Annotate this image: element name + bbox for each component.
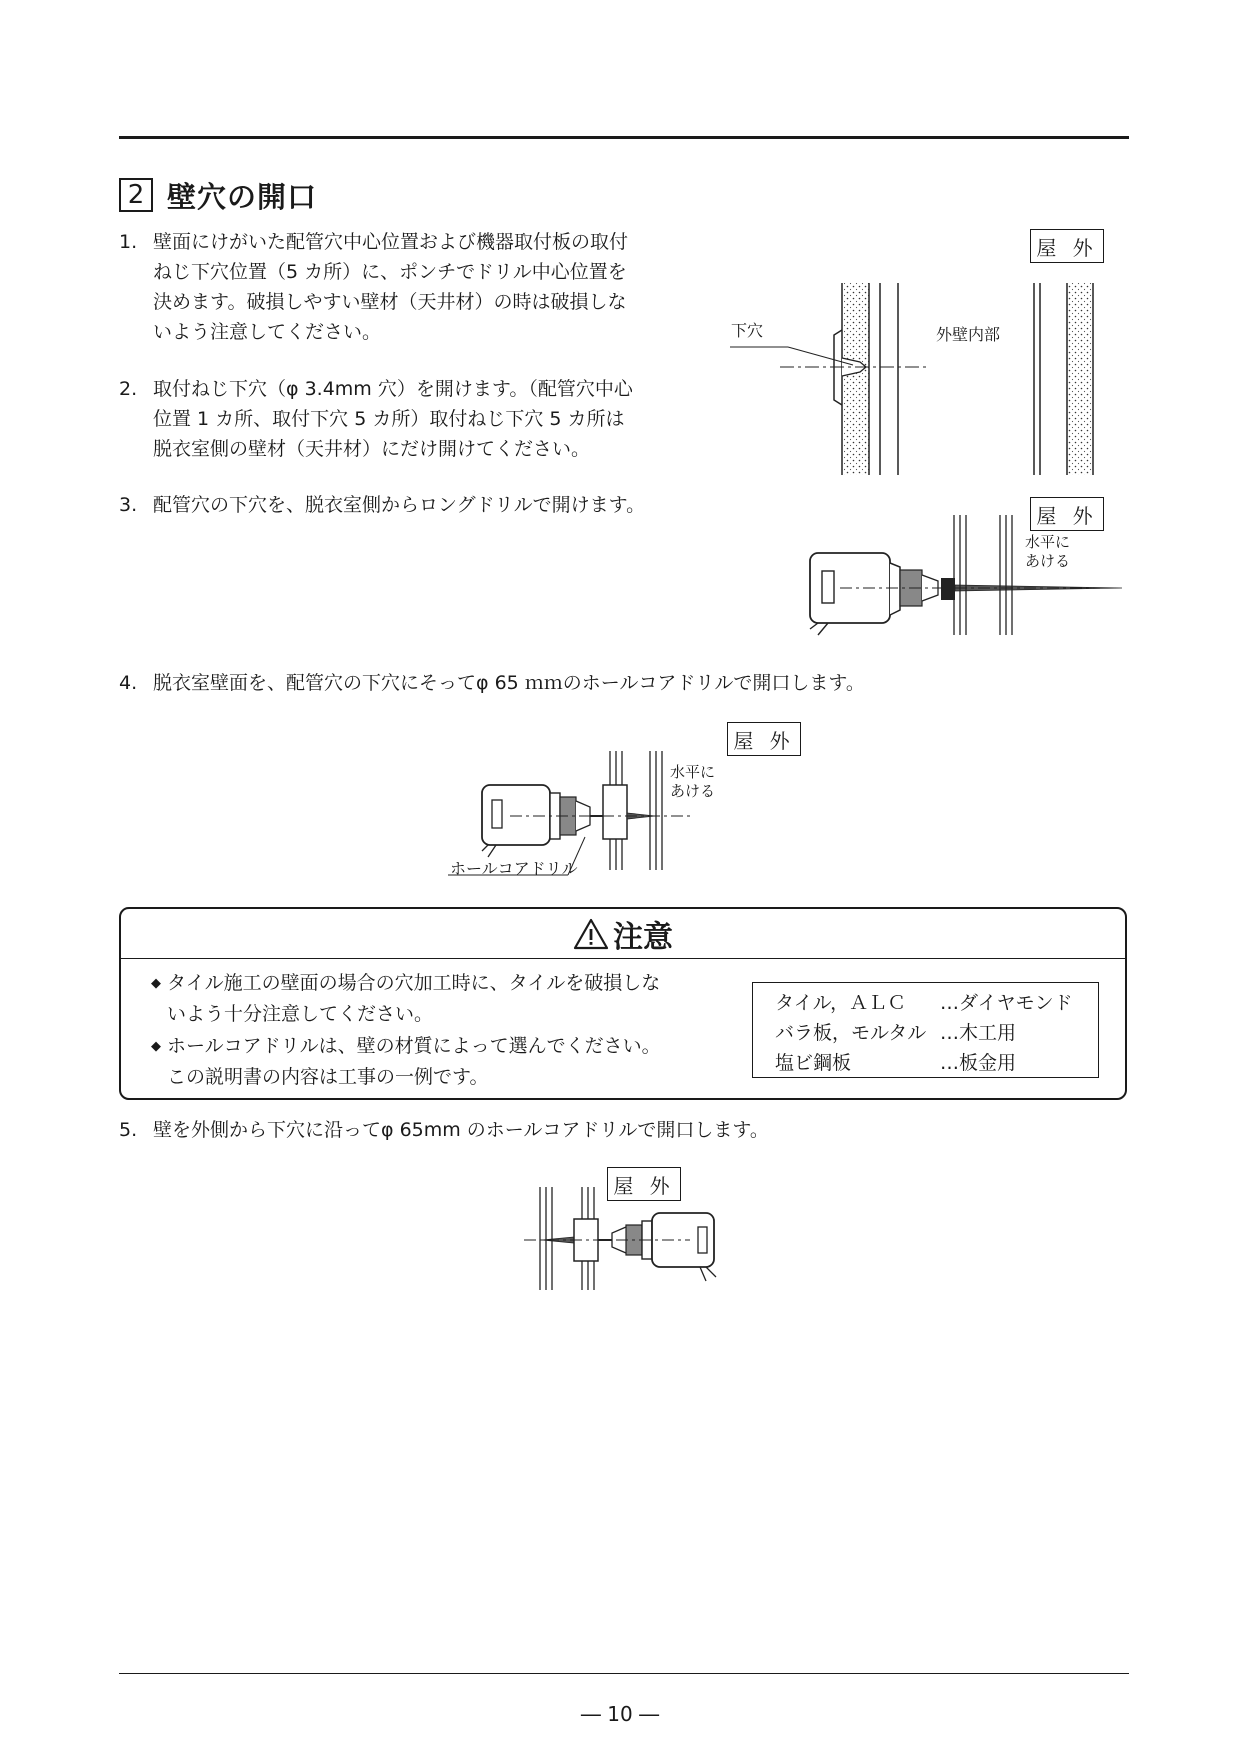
wall-interior-label: 外壁内部: [936, 325, 1001, 344]
bottom-rule: [119, 1673, 1129, 1674]
caution-title: 注意: [613, 919, 673, 955]
material-row: [775, 1018, 1016, 1045]
section-number: 2: [119, 178, 153, 212]
outside-label: 屋 外: [1030, 497, 1104, 531]
step-2: [119, 374, 719, 464]
pilot-hole-label: 下穴: [731, 321, 764, 340]
hole-core-drill-label: ホールコアドリル: [450, 859, 578, 878]
outside-label: 屋 外: [1030, 229, 1104, 263]
caution-bullet: [151, 1031, 751, 1093]
outside-label: 屋 外: [727, 722, 801, 756]
step-text: 壁を外側から下穴に沿ってφ 65mm のホールコアドリルで開口します。: [153, 1119, 769, 1141]
step-4: [119, 668, 1129, 698]
page-number: ― 10 ―: [580, 1702, 660, 1726]
caution-text: タイル施工の壁面の場合の穴加工時に、タイルを破損しな いよう十分注意してください。: [167, 972, 661, 1025]
step-number: 1.: [119, 231, 138, 253]
caution-header: [121, 909, 1125, 959]
material-row: [775, 1048, 1016, 1075]
section-title: [119, 175, 317, 215]
outside-drill-figure: [520, 1185, 740, 1295]
step-5: [119, 1115, 1129, 1145]
step-3: [119, 490, 739, 520]
step-text: 取付ねじ下穴（φ 3.4mm 穴）を開けます。（配管穴中心 位置 1 カ所、取付下穴 5 カ所）取付ねじ下穴 5 カ所は 脱衣室側の壁材（天井材）にだけ開けてください。: [153, 378, 633, 460]
tool-name: …ダイヤモンド: [940, 992, 1073, 1014]
step-number: 2.: [119, 378, 138, 400]
step-number: 5.: [119, 1119, 138, 1141]
material-name: バラ板，モルタル: [775, 1022, 927, 1044]
warning-triangle-icon: [573, 918, 609, 950]
material-name: 塩ビ鋼板: [775, 1052, 852, 1074]
section-heading: 壁穴の開口: [167, 179, 318, 214]
material-name: タイル，ＡＬＣ: [775, 992, 907, 1014]
diamond-bullet-icon: ◆: [151, 1039, 161, 1054]
step-text: 脱衣室壁面を、配管穴の下穴にそってφ 65 ｍｍのホールコアドリルで開口します。: [153, 672, 865, 694]
horizontal-label: 水平に あける: [1025, 533, 1071, 570]
material-tool-table: [752, 982, 1099, 1078]
step-text: 配管穴の下穴を、脱衣室側からロングドリルで開けます。: [153, 494, 646, 516]
diamond-bullet-icon: ◆: [151, 976, 161, 991]
step-text: 壁面にけがいた配管穴中心位置および機器取付板の取付 ねじ下穴位置（5 カ所）に、ポンチでドリル中心位置を 決めます。破損しやすい壁材（天井材）の時は破損しな いよう注意してください。: [153, 231, 629, 343]
tool-name: …木工用: [940, 1022, 1017, 1044]
step-number: 4.: [119, 672, 138, 694]
step-number: 3.: [119, 494, 138, 516]
caution-bullet: [151, 968, 751, 1030]
top-rule: [119, 136, 1129, 139]
tool-name: …板金用: [940, 1052, 1017, 1074]
caution-text: ホールコアドリルは、壁の材質によって選んでください。 この説明書の内容は工事の一例です。: [167, 1035, 661, 1088]
material-row: [775, 988, 1073, 1015]
wall-section-figure: [720, 225, 1120, 480]
horizontal-label: 水平に あける: [670, 763, 716, 800]
step-1: [119, 227, 719, 347]
outside-label: 屋 外: [607, 1167, 681, 1201]
